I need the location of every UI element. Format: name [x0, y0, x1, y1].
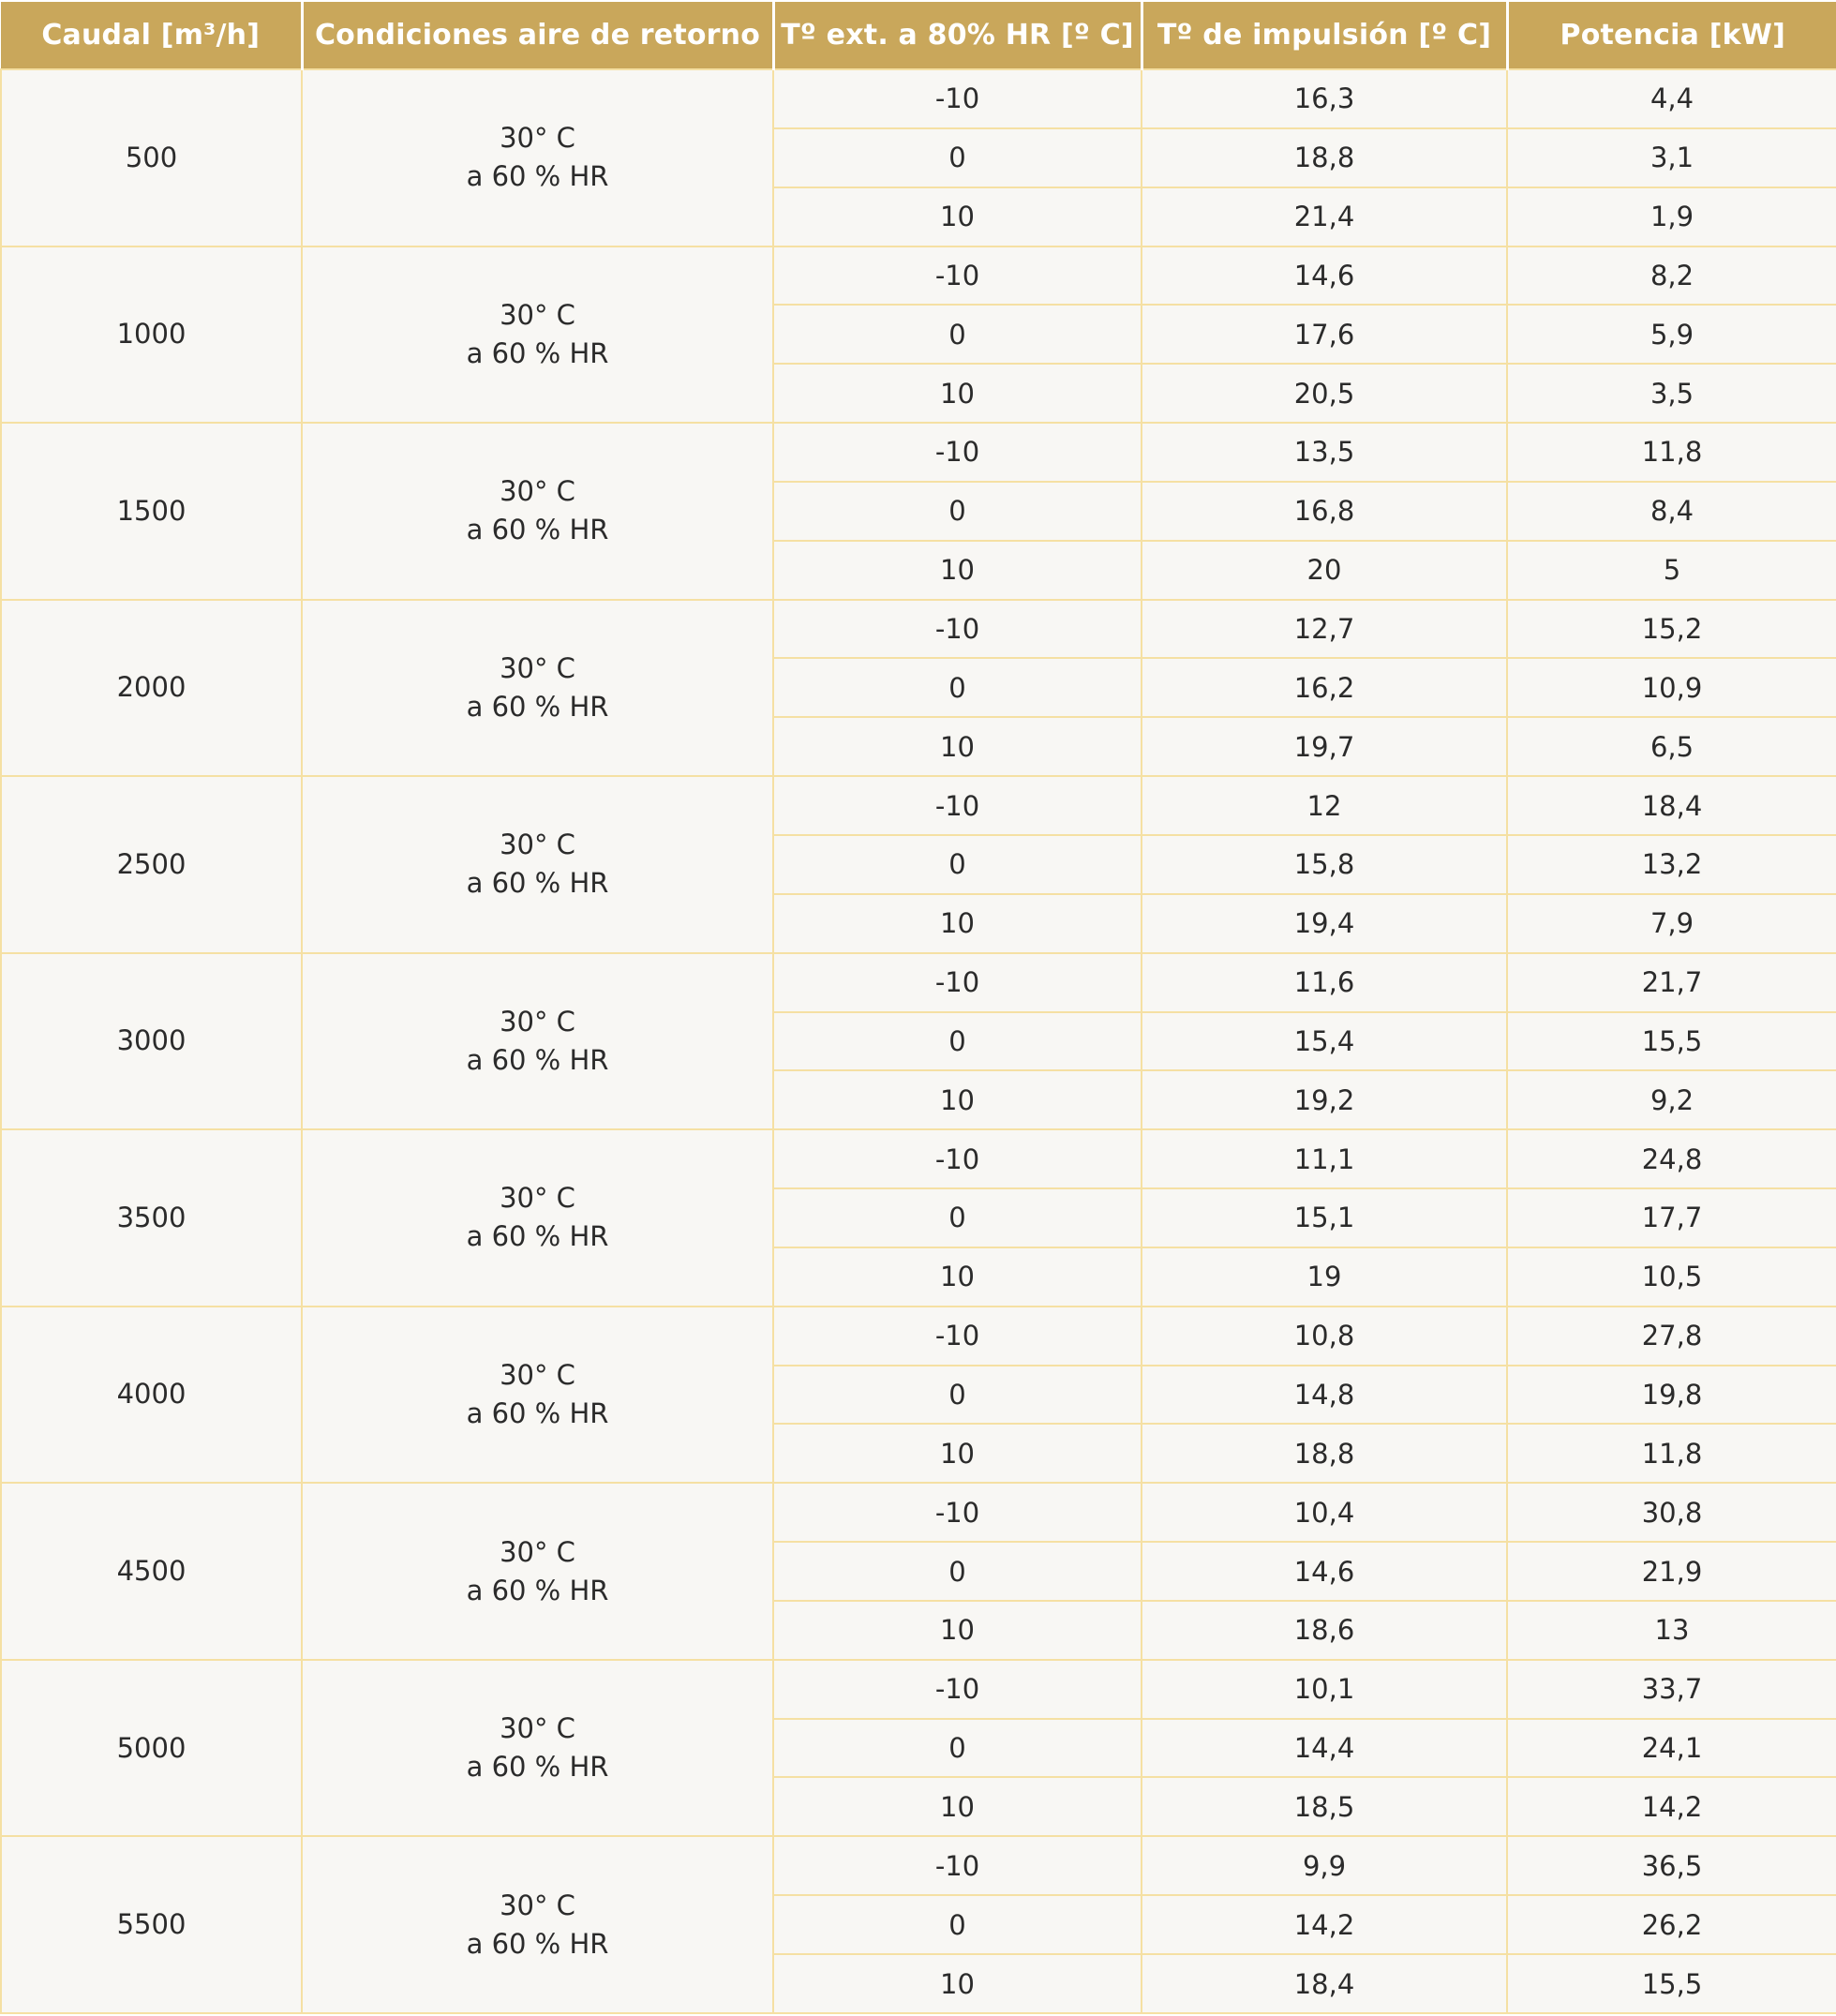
- cell-temp-exterior: 10: [773, 1247, 1142, 1307]
- cell-temp-exterior: 0: [773, 1188, 1142, 1247]
- cell-temp-impulsion: 21,4: [1142, 187, 1507, 246]
- table-row: [1, 600, 1836, 659]
- cell-temp-impulsion: 13,5: [1142, 423, 1507, 482]
- cell-temp-impulsion: 12: [1142, 776, 1507, 835]
- cell-temp-exterior: 10: [773, 1070, 1142, 1129]
- cell-potencia: 21,7: [1507, 953, 1836, 1012]
- cell-condiciones: [302, 953, 773, 1130]
- cell-temp-exterior: -10: [773, 600, 1142, 659]
- cell-temp-exterior: 0: [773, 1895, 1142, 1954]
- cell-temp-exterior: 10: [773, 187, 1142, 246]
- condiciones-humedad: a 60 % HR: [466, 514, 609, 546]
- cell-temp-exterior: -10: [773, 1307, 1142, 1366]
- cell-caudal: 1000: [1, 246, 302, 424]
- cell-potencia: 15,5: [1507, 1954, 1836, 2013]
- cell-temp-impulsion: 14,6: [1142, 1542, 1507, 1601]
- table-row: [1, 776, 1836, 835]
- table-row: [1, 1483, 1836, 1542]
- cell-potencia: 27,8: [1507, 1307, 1836, 1366]
- cell-potencia: 3,1: [1507, 128, 1836, 187]
- cell-temp-exterior: 0: [773, 658, 1142, 717]
- cell-temp-impulsion: 11,6: [1142, 953, 1507, 1012]
- cell-temp-impulsion: 14,4: [1142, 1719, 1507, 1778]
- condiciones-humedad: a 60 % HR: [466, 336, 609, 369]
- condiciones-temperatura: 30° C: [500, 122, 575, 155]
- cell-temp-impulsion: 20,5: [1142, 364, 1507, 423]
- cell-potencia: 4,4: [1507, 69, 1836, 128]
- cell-caudal: 5500: [1, 1836, 302, 2013]
- table-row: [1, 423, 1836, 482]
- cell-potencia: 1,9: [1507, 187, 1836, 246]
- header-condiciones-aire-retorno: Condiciones aire de retorno: [302, 2, 773, 69]
- condiciones-humedad: a 60 % HR: [466, 1751, 609, 1784]
- cell-condiciones: [302, 423, 773, 600]
- cell-potencia: 24,1: [1507, 1719, 1836, 1778]
- cell-potencia: 26,2: [1507, 1895, 1836, 1954]
- condiciones-temperatura: 30° C: [500, 829, 575, 861]
- cell-potencia: 10,5: [1507, 1247, 1836, 1307]
- header-potencia: Potencia [kW]: [1507, 2, 1836, 69]
- cell-temp-impulsion: 19,2: [1142, 1070, 1507, 1129]
- condiciones-temperatura: 30° C: [500, 1005, 575, 1038]
- header-temp-impulsion: Tº de impulsión [º C]: [1142, 2, 1507, 69]
- cell-potencia: 5: [1507, 541, 1836, 600]
- cell-temp-exterior: 0: [773, 1542, 1142, 1601]
- cell-caudal: 3500: [1, 1129, 302, 1307]
- cell-temp-exterior: 0: [773, 1719, 1142, 1778]
- table-row: [1, 1307, 1836, 1366]
- cell-temp-exterior: -10: [773, 953, 1142, 1012]
- cell-caudal: 500: [1, 69, 302, 246]
- condiciones-temperatura: 30° C: [500, 1889, 575, 1921]
- cell-condiciones: [302, 69, 773, 246]
- condiciones-humedad: a 60 % HR: [466, 1043, 609, 1076]
- cell-potencia: 21,9: [1507, 1542, 1836, 1601]
- cell-temp-impulsion: 18,8: [1142, 1424, 1507, 1483]
- cell-temp-impulsion: 18,4: [1142, 1954, 1507, 2013]
- condiciones-humedad: a 60 % HR: [466, 160, 609, 193]
- condiciones-humedad: a 60 % HR: [466, 1927, 609, 1960]
- cell-temp-exterior: 0: [773, 835, 1142, 894]
- cell-temp-exterior: -10: [773, 1836, 1142, 1895]
- cell-temp-impulsion: 18,6: [1142, 1601, 1507, 1660]
- cell-potencia: 36,5: [1507, 1836, 1836, 1895]
- condiciones-temperatura: 30° C: [500, 1182, 575, 1215]
- cell-potencia: 13: [1507, 1601, 1836, 1660]
- cell-caudal: 5000: [1, 1660, 302, 1837]
- cell-temp-impulsion: 19: [1142, 1247, 1507, 1307]
- cell-potencia: 14,2: [1507, 1777, 1836, 1836]
- cell-temp-impulsion: 15,1: [1142, 1188, 1507, 1247]
- cell-condiciones: [302, 1483, 773, 1660]
- cell-temp-impulsion: 14,2: [1142, 1895, 1507, 1954]
- cell-temp-exterior: 10: [773, 1777, 1142, 1836]
- cell-temp-exterior: -10: [773, 1483, 1142, 1542]
- cell-caudal: 3000: [1, 953, 302, 1130]
- cell-potencia: 10,9: [1507, 658, 1836, 717]
- cell-temp-exterior: 0: [773, 482, 1142, 541]
- cell-potencia: 8,2: [1507, 246, 1836, 306]
- condiciones-temperatura: 30° C: [500, 298, 575, 331]
- cell-temp-exterior: -10: [773, 1129, 1142, 1188]
- cell-temp-exterior: 0: [773, 1012, 1142, 1071]
- cell-potencia: 3,5: [1507, 364, 1836, 423]
- table-row: [1, 1660, 1836, 1719]
- cell-temp-exterior: 10: [773, 1601, 1142, 1660]
- cell-temp-exterior: -10: [773, 776, 1142, 835]
- cell-condiciones: [302, 246, 773, 424]
- cell-condiciones: [302, 1307, 773, 1484]
- cell-temp-exterior: 10: [773, 541, 1142, 600]
- cell-condiciones: [302, 600, 773, 777]
- cell-potencia: 6,5: [1507, 717, 1836, 776]
- cell-potencia: 8,4: [1507, 482, 1836, 541]
- condiciones-temperatura: 30° C: [500, 1358, 575, 1391]
- table-row: [1, 1129, 1836, 1188]
- cell-temp-exterior: 10: [773, 1954, 1142, 2013]
- cell-potencia: 7,9: [1507, 894, 1836, 953]
- cell-temp-impulsion: 16,8: [1142, 482, 1507, 541]
- cell-caudal: 4500: [1, 1483, 302, 1660]
- cell-potencia: 13,2: [1507, 835, 1836, 894]
- cell-caudal: 2000: [1, 600, 302, 777]
- cell-condiciones: [302, 1836, 773, 2013]
- cell-caudal: 1500: [1, 423, 302, 600]
- condiciones-temperatura: 30° C: [500, 1535, 575, 1568]
- cell-temp-impulsion: 15,4: [1142, 1012, 1507, 1071]
- table-row: [1, 953, 1836, 1012]
- header-temp-exterior: Tº ext. a 80% HR [º C]: [773, 2, 1142, 69]
- cell-temp-impulsion: 9,9: [1142, 1836, 1507, 1895]
- cell-potencia: 15,5: [1507, 1012, 1836, 1071]
- cell-temp-impulsion: 10,4: [1142, 1483, 1507, 1542]
- condiciones-humedad: a 60 % HR: [466, 690, 609, 723]
- condiciones-humedad: a 60 % HR: [466, 867, 609, 900]
- cell-temp-impulsion: 15,8: [1142, 835, 1507, 894]
- condiciones-humedad: a 60 % HR: [466, 1220, 609, 1253]
- condiciones-humedad: a 60 % HR: [466, 1574, 609, 1606]
- condiciones-temperatura: 30° C: [500, 475, 575, 508]
- cell-temp-impulsion: 17,6: [1142, 305, 1507, 364]
- cell-temp-impulsion: 11,1: [1142, 1129, 1507, 1188]
- cell-potencia: 9,2: [1507, 1070, 1836, 1129]
- condiciones-temperatura: 30° C: [500, 1712, 575, 1745]
- cell-temp-exterior: -10: [773, 246, 1142, 306]
- cell-temp-impulsion: 10,1: [1142, 1660, 1507, 1719]
- cell-caudal: 2500: [1, 776, 302, 953]
- performance-table: [0, 2, 1836, 2014]
- table-row: [1, 246, 1836, 306]
- cell-potencia: 11,8: [1507, 1424, 1836, 1483]
- cell-temp-exterior: -10: [773, 1660, 1142, 1719]
- cell-potencia: 30,8: [1507, 1483, 1836, 1542]
- cell-potencia: 18,4: [1507, 776, 1836, 835]
- table-body: [1, 69, 1836, 2013]
- cell-caudal: 4000: [1, 1307, 302, 1484]
- cell-temp-impulsion: 18,5: [1142, 1777, 1507, 1836]
- cell-temp-impulsion: 20: [1142, 541, 1507, 600]
- header-caudal: Caudal [m³/h]: [1, 2, 302, 69]
- cell-temp-impulsion: 14,6: [1142, 246, 1507, 306]
- cell-potencia: 17,7: [1507, 1188, 1836, 1247]
- cell-potencia: 5,9: [1507, 305, 1836, 364]
- cell-potencia: 33,7: [1507, 1660, 1836, 1719]
- cell-condiciones: [302, 776, 773, 953]
- cell-temp-impulsion: 14,8: [1142, 1366, 1507, 1425]
- cell-temp-exterior: 10: [773, 717, 1142, 776]
- cell-potencia: 11,8: [1507, 423, 1836, 482]
- cell-temp-impulsion: 10,8: [1142, 1307, 1507, 1366]
- cell-temp-exterior: -10: [773, 423, 1142, 482]
- cell-temp-impulsion: 12,7: [1142, 600, 1507, 659]
- table-row: [1, 1836, 1836, 1895]
- cell-temp-impulsion: 16,2: [1142, 658, 1507, 717]
- cell-temp-exterior: 0: [773, 1366, 1142, 1425]
- condiciones-temperatura: 30° C: [500, 651, 575, 684]
- cell-temp-impulsion: 19,4: [1142, 894, 1507, 953]
- cell-potencia: 24,8: [1507, 1129, 1836, 1188]
- cell-temp-impulsion: 19,7: [1142, 717, 1507, 776]
- cell-temp-impulsion: 16,3: [1142, 69, 1507, 128]
- cell-condiciones: [302, 1660, 773, 1837]
- cell-temp-exterior: 0: [773, 128, 1142, 187]
- header-row: [1, 2, 1836, 69]
- cell-temp-impulsion: 18,8: [1142, 128, 1507, 187]
- condiciones-humedad: a 60 % HR: [466, 1396, 609, 1429]
- cell-temp-exterior: 0: [773, 305, 1142, 364]
- cell-temp-exterior: 10: [773, 894, 1142, 953]
- table-row: [1, 69, 1836, 128]
- cell-potencia: 19,8: [1507, 1366, 1836, 1425]
- cell-condiciones: [302, 1129, 773, 1307]
- table-header: [1, 2, 1836, 69]
- cell-potencia: 15,2: [1507, 600, 1836, 659]
- cell-temp-exterior: 10: [773, 364, 1142, 423]
- cell-temp-exterior: -10: [773, 69, 1142, 128]
- cell-temp-exterior: 10: [773, 1424, 1142, 1483]
